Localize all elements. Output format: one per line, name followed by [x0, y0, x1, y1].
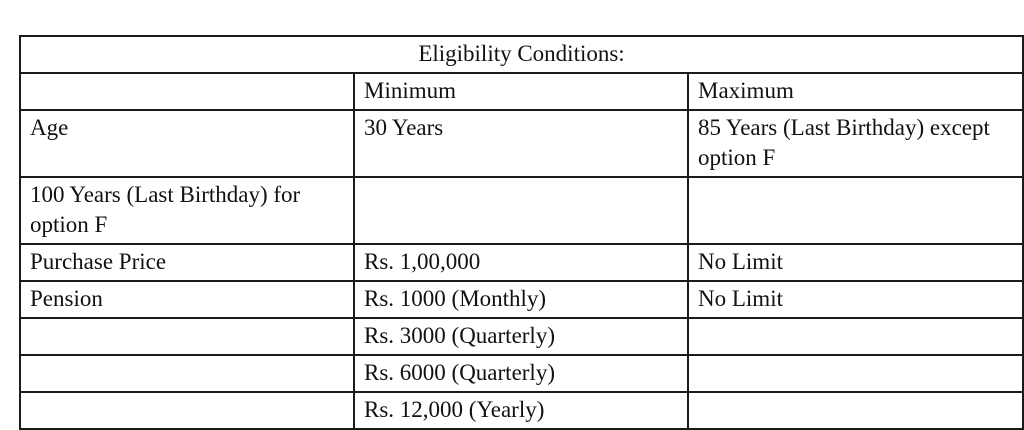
- table-row: [20, 392, 1023, 429]
- header-cell-empty: [20, 73, 354, 110]
- table-cell-maximum: No Limit: [688, 281, 1023, 318]
- table-cell-minimum: Rs. 1000 (Monthly): [354, 281, 688, 318]
- table-cell-label: 100 Years (Last Birthday) for option F: [20, 177, 354, 244]
- table-cell-maximum: [688, 392, 1023, 429]
- header-cell-maximum: Maximum: [688, 73, 1023, 110]
- table-row: [20, 177, 1023, 244]
- table-cell-label: [20, 355, 354, 392]
- table-row: [20, 318, 1023, 355]
- table-row: [20, 281, 1023, 318]
- table-cell-maximum: 85 Years (Last Birthday) except option F: [688, 110, 1023, 177]
- table-cell-minimum: Rs. 3000 (Quarterly): [354, 318, 688, 355]
- table-title: Eligibility Conditions:: [20, 36, 1023, 73]
- table-cell-maximum: No Limit: [688, 244, 1023, 281]
- table-title-row: [20, 36, 1023, 73]
- table-cell-maximum: [688, 177, 1023, 244]
- table-row: [20, 355, 1023, 392]
- table-header-row: [20, 73, 1023, 110]
- table-cell-label: [20, 318, 354, 355]
- table-cell-label: [20, 392, 354, 429]
- table-cell-minimum: Rs. 1,00,000: [354, 244, 688, 281]
- table-cell-minimum: 30 Years: [354, 110, 688, 177]
- table-row: [20, 244, 1023, 281]
- table-row: [20, 110, 1023, 177]
- table-cell-minimum: Rs. 6000 (Quarterly): [354, 355, 688, 392]
- table-cell-maximum: [688, 318, 1023, 355]
- table-cell-minimum: [354, 177, 688, 244]
- table-cell-label: Age: [20, 110, 354, 177]
- table-cell-maximum: [688, 355, 1023, 392]
- table-cell-label: Pension: [20, 281, 354, 318]
- eligibility-table: [19, 35, 1024, 430]
- header-cell-minimum: Minimum: [354, 73, 688, 110]
- table-cell-minimum: Rs. 12,000 (Yearly): [354, 392, 688, 429]
- table-cell-label: Purchase Price: [20, 244, 354, 281]
